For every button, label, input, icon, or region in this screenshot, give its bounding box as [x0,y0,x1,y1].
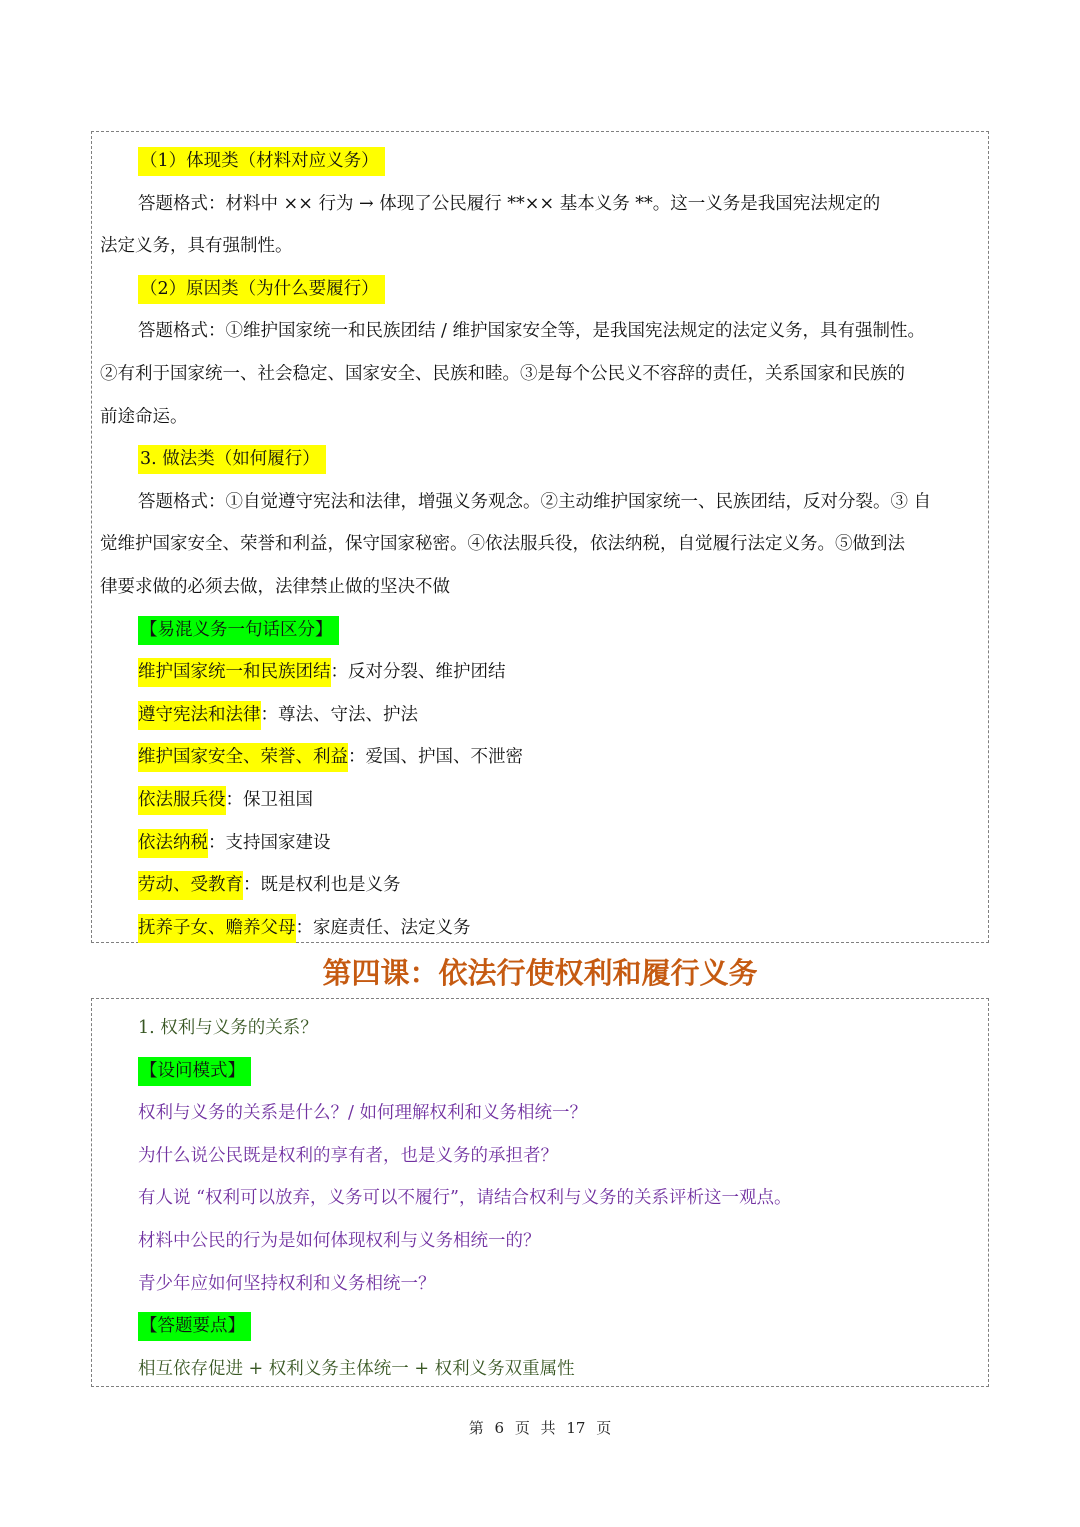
answer-summary: 相互依存促进 + 权利义务主体统一 + 权利义务双重属性 [138,1358,575,1379]
list-item: 劳动、受教育：既是权利也是义务 [100,864,980,907]
section-title: 第四课：依法行使权利和履行义务 [322,956,758,990]
paragraph-embody-2: 法定义务，具有强制性。 [100,236,293,257]
tag-question-patterns: 【设问模式】 [100,1050,980,1093]
heading-reason: （2）原因类（为什么要履行） [100,268,980,311]
heading-embody: （1）体现类（材料对应义务） [100,140,980,183]
list-item: 抚养子女、赡养父母：家庭责任、法定义务 [100,907,980,950]
paragraph-method-2: 觉维护国家安全、荣誉和利益，保守国家秘密。④依法服兵役，依法纳税，自觉履行法定义务。⑤做到法 [100,534,905,555]
paragraph-method-1: 答题格式：①自觉遵守宪法和法律，增强义务观念。②主动维护国家统一、民族团结，反对分裂。③ 自 [138,491,932,512]
question-item: 材料中公民的行为是如何体现权利与义务相统一的？ [138,1230,541,1251]
list-item: 维护国家统一和民族团结：反对分裂、维护团结 [100,651,980,694]
question-item: 有人说 “权利可以放弃，义务可以不履行”，请结合权利与义务的关系评析这一观点。 [138,1188,792,1209]
list-item: 遵守宪法和法律：尊法、守法、护法 [100,694,980,737]
heading-method: 3. 做法类（如何履行） [100,438,980,481]
content-box-rights-duties [91,998,989,1387]
page-footer: 第 6 页 共 17 页 [468,1419,612,1437]
paragraph-reason-2: ②有利于国家统一、社会稳定、国家安全、民族和睦。③是每个公民义不容辞的责任，关系国家和民族的 [100,363,905,384]
question-item: 青少年应如何坚持权利和义务相统一？ [138,1273,436,1294]
tag-answer-points: 【答题要点】 [100,1305,980,1348]
list-item: 依法纳税：支持国家建设 [100,822,980,865]
list-item: 维护国家安全、荣誉、利益：爱国、护国、不泄密 [100,736,980,779]
list-item: 依法服兵役：保卫祖国 [100,779,980,822]
tag-confusing-obligations: 【易混义务一句话区分】 [100,609,980,652]
question-item: 权利与义务的关系是什么？/ 如何理解权利和义务相统一？ [138,1103,587,1124]
paragraph-reason-3: 前途命运。 [100,406,188,427]
paragraph-embody-1: 答题格式：材料中 ×× 行为 → 体现了公民履行 **×× 基本义务 **。这一义务是我国宪法规定的 [138,193,881,214]
paragraph-method-3: 律要求做的必须去做，法律禁止做的坚决不做 [100,576,450,597]
content-box-obligations [91,131,989,943]
paragraph-reason-1: 答题格式：①维护国家统一和民族团结 / 维护国家安全等，是我国宪法规定的法定义务，具有强制性。 [138,321,926,342]
question-item: 为什么说公民既是权利的享有者，也是义务的承担者？ [138,1145,558,1166]
question-title: 1. 权利与义务的关系？ [138,1018,318,1038]
